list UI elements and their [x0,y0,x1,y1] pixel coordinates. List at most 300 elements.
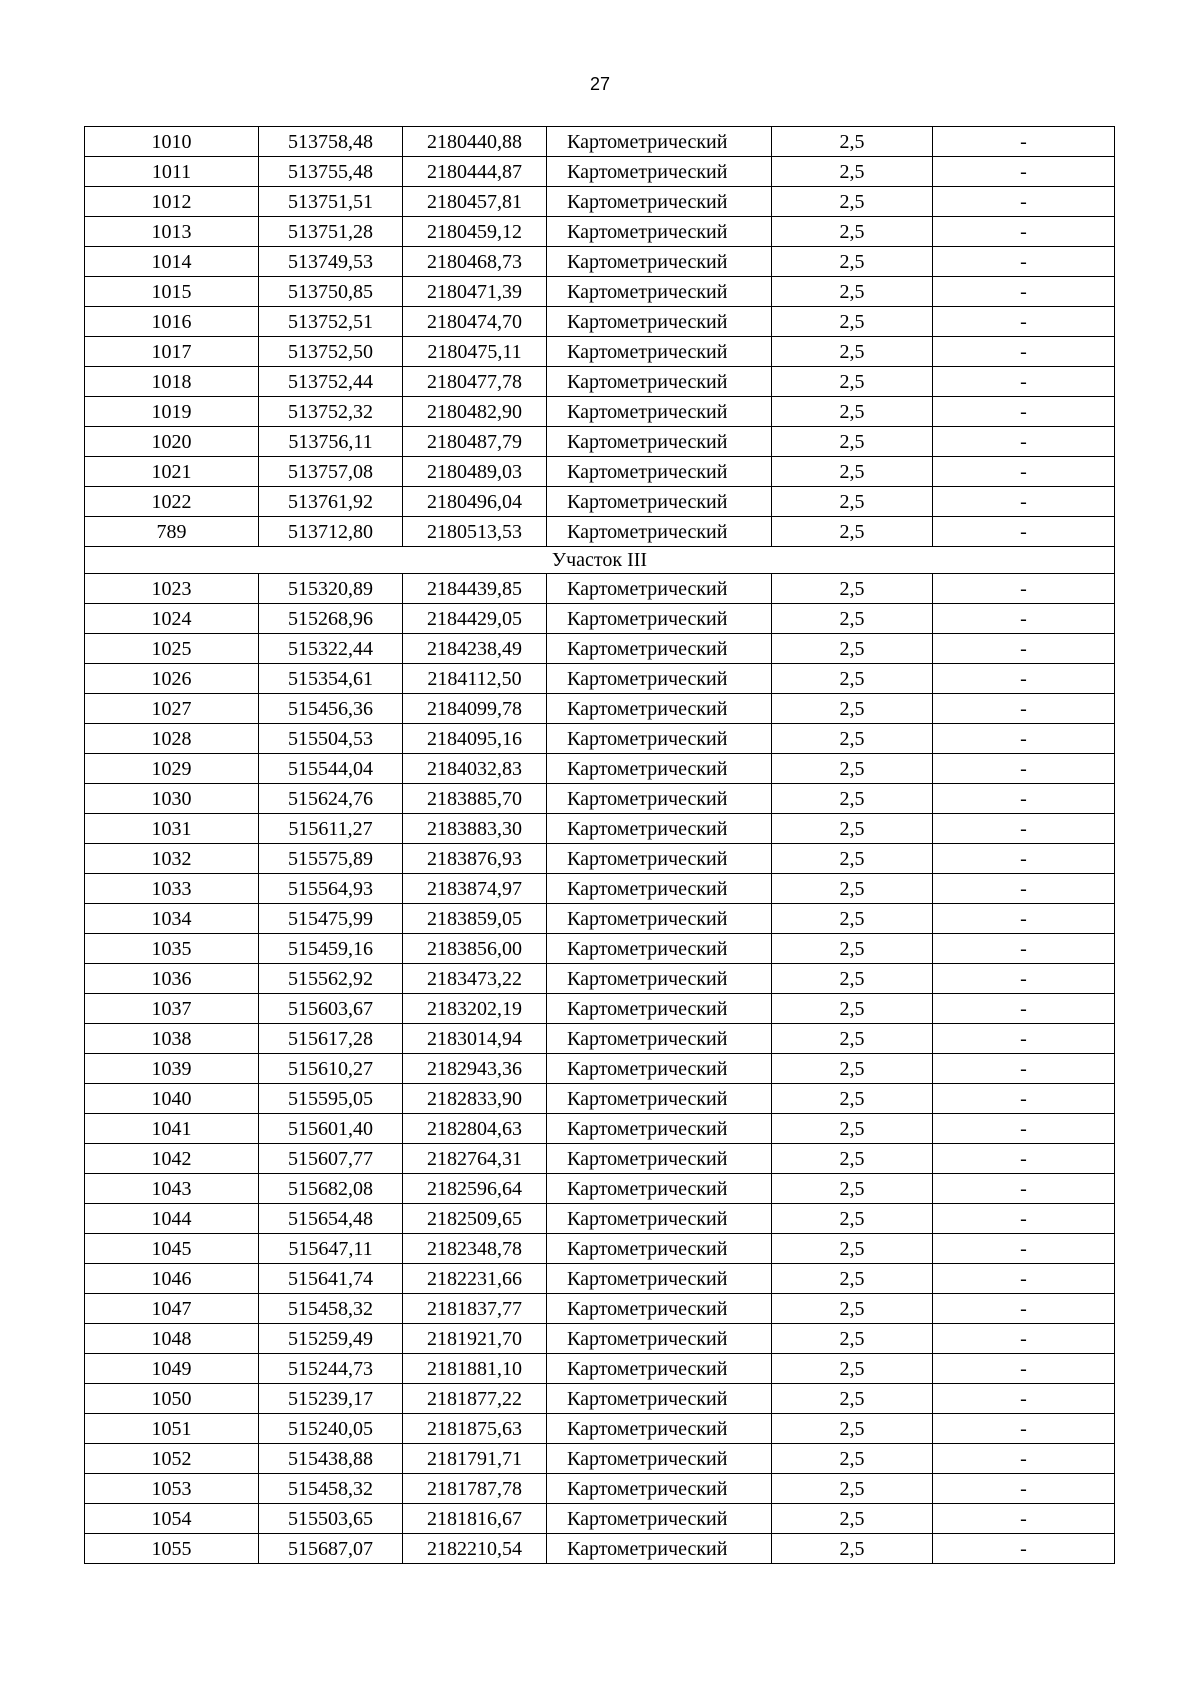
y-coordinate-cell: 2181877,22 [403,1384,547,1414]
x-coordinate-cell: 515240,05 [259,1414,403,1444]
point-number-cell: 1041 [85,1114,259,1144]
method-cell: Картометрический [547,724,772,754]
description-cell: - [933,517,1115,547]
x-coordinate-cell: 515459,16 [259,934,403,964]
point-number-cell: 1021 [85,457,259,487]
table-row [85,1474,1115,1504]
description-cell: - [933,1294,1115,1324]
y-coordinate-cell: 2181921,70 [403,1324,547,1354]
point-number-cell: 1045 [85,1234,259,1264]
method-cell: Картометрический [547,574,772,604]
table-row [85,277,1115,307]
table-row [85,814,1115,844]
table-row [85,187,1115,217]
point-number-cell: 1034 [85,904,259,934]
method-cell: Картометрический [547,157,772,187]
description-cell: - [933,1114,1115,1144]
accuracy-cell: 2,5 [772,1534,933,1564]
accuracy-cell: 2,5 [772,1474,933,1504]
point-number-cell: 1052 [85,1444,259,1474]
description-cell: - [933,337,1115,367]
accuracy-cell: 2,5 [772,664,933,694]
method-cell: Картометрический [547,1504,772,1534]
method-cell: Картометрический [547,1144,772,1174]
x-coordinate-cell: 513749,53 [259,247,403,277]
accuracy-cell: 2,5 [772,994,933,1024]
description-cell: - [933,1174,1115,1204]
table-row [85,1144,1115,1174]
x-coordinate-cell: 515682,08 [259,1174,403,1204]
table-row [85,1324,1115,1354]
method-cell: Картометрический [547,664,772,694]
table-row [85,1084,1115,1114]
description-cell: - [933,1354,1115,1384]
point-number-cell: 1023 [85,574,259,604]
y-coordinate-cell: 2180440,88 [403,127,547,157]
accuracy-cell: 2,5 [772,1024,933,1054]
description-cell: - [933,844,1115,874]
accuracy-cell: 2,5 [772,157,933,187]
y-coordinate-cell: 2184095,16 [403,724,547,754]
x-coordinate-cell: 515617,28 [259,1024,403,1054]
y-coordinate-cell: 2183859,05 [403,904,547,934]
x-coordinate-cell: 515610,27 [259,1054,403,1084]
point-number-cell: 1033 [85,874,259,904]
method-cell: Картометрический [547,247,772,277]
x-coordinate-cell: 515354,61 [259,664,403,694]
description-cell: - [933,127,1115,157]
method-cell: Картометрический [547,1354,772,1384]
y-coordinate-cell: 2180475,11 [403,337,547,367]
description-cell: - [933,994,1115,1024]
method-cell: Картометрический [547,1114,772,1144]
accuracy-cell: 2,5 [772,1054,933,1084]
x-coordinate-cell: 515259,49 [259,1324,403,1354]
y-coordinate-cell: 2182833,90 [403,1084,547,1114]
method-cell: Картометрический [547,814,772,844]
x-coordinate-cell: 515601,40 [259,1114,403,1144]
description-cell: - [933,1414,1115,1444]
x-coordinate-cell: 513758,48 [259,127,403,157]
point-number-cell: 1014 [85,247,259,277]
point-number-cell: 1020 [85,427,259,457]
x-coordinate-cell: 515244,73 [259,1354,403,1384]
x-coordinate-cell: 515456,36 [259,694,403,724]
accuracy-cell: 2,5 [772,1294,933,1324]
point-number-cell: 1016 [85,307,259,337]
x-coordinate-cell: 513750,85 [259,277,403,307]
accuracy-cell: 2,5 [772,754,933,784]
point-number-cell: 1031 [85,814,259,844]
table-row [85,1504,1115,1534]
y-coordinate-cell: 2180513,53 [403,517,547,547]
method-cell: Картометрический [547,754,772,784]
table-row [85,157,1115,187]
x-coordinate-cell: 515504,53 [259,724,403,754]
x-coordinate-cell: 513712,80 [259,517,403,547]
point-number-cell: 1025 [85,634,259,664]
x-coordinate-cell: 515322,44 [259,634,403,664]
table-row [85,694,1115,724]
y-coordinate-cell: 2183202,19 [403,994,547,1024]
table-section [85,547,1115,574]
description-cell: - [933,367,1115,397]
accuracy-cell: 2,5 [772,1504,933,1534]
y-coordinate-cell: 2180457,81 [403,187,547,217]
table-row [85,634,1115,664]
point-number-cell: 1048 [85,1324,259,1354]
accuracy-cell: 2,5 [772,187,933,217]
accuracy-cell: 2,5 [772,1444,933,1474]
y-coordinate-cell: 2182804,63 [403,1114,547,1144]
x-coordinate-cell: 515475,99 [259,904,403,934]
section-title: Участок III [85,547,1115,574]
method-cell: Картометрический [547,1204,772,1234]
description-cell: - [933,1144,1115,1174]
accuracy-cell: 2,5 [772,247,933,277]
point-number-cell: 1047 [85,1294,259,1324]
x-coordinate-cell: 515603,67 [259,994,403,1024]
x-coordinate-cell: 515687,07 [259,1534,403,1564]
point-number-cell: 1039 [85,1054,259,1084]
y-coordinate-cell: 2182509,65 [403,1204,547,1234]
accuracy-cell: 2,5 [772,1084,933,1114]
x-coordinate-cell: 513755,48 [259,157,403,187]
table-row [85,1114,1115,1144]
accuracy-cell: 2,5 [772,1174,933,1204]
method-cell: Картометрический [547,127,772,157]
method-cell: Картометрический [547,277,772,307]
y-coordinate-cell: 2180444,87 [403,157,547,187]
coordinates-table [84,126,1115,1564]
description-cell: - [933,1534,1115,1564]
x-coordinate-cell: 515624,76 [259,784,403,814]
accuracy-cell: 2,5 [772,427,933,457]
x-coordinate-cell: 515647,11 [259,1234,403,1264]
description-cell: - [933,1384,1115,1414]
description-cell: - [933,1024,1115,1054]
table-row [85,604,1115,634]
method-cell: Картометрический [547,1024,772,1054]
accuracy-cell: 2,5 [772,574,933,604]
accuracy-cell: 2,5 [772,1354,933,1384]
point-number-cell: 1015 [85,277,259,307]
x-coordinate-cell: 515239,17 [259,1384,403,1414]
x-coordinate-cell: 515595,05 [259,1084,403,1114]
table-row [85,904,1115,934]
y-coordinate-cell: 2184099,78 [403,694,547,724]
method-cell: Картометрический [547,994,772,1024]
method-cell: Картометрический [547,1384,772,1414]
description-cell: - [933,814,1115,844]
accuracy-cell: 2,5 [772,397,933,427]
point-number-cell: 1050 [85,1384,259,1414]
y-coordinate-cell: 2180474,70 [403,307,547,337]
point-number-cell: 1010 [85,127,259,157]
description-cell: - [933,1084,1115,1114]
description-cell: - [933,904,1115,934]
accuracy-cell: 2,5 [772,874,933,904]
point-number-cell: 1018 [85,367,259,397]
x-coordinate-cell: 513752,50 [259,337,403,367]
description-cell: - [933,247,1115,277]
x-coordinate-cell: 515607,77 [259,1144,403,1174]
point-number-cell: 1022 [85,487,259,517]
y-coordinate-cell: 2181791,71 [403,1444,547,1474]
x-coordinate-cell: 515562,92 [259,964,403,994]
point-number-cell: 1030 [85,784,259,814]
table-body-part2 [85,574,1115,1564]
description-cell: - [933,574,1115,604]
point-number-cell: 1042 [85,1144,259,1174]
point-number-cell: 1044 [85,1204,259,1234]
x-coordinate-cell: 515458,32 [259,1294,403,1324]
x-coordinate-cell: 515438,88 [259,1444,403,1474]
accuracy-cell: 2,5 [772,604,933,634]
description-cell: - [933,664,1115,694]
table-row [85,754,1115,784]
description-cell: - [933,604,1115,634]
method-cell: Картометрический [547,1054,772,1084]
x-coordinate-cell: 513756,11 [259,427,403,457]
table-row [85,487,1115,517]
description-cell: - [933,157,1115,187]
y-coordinate-cell: 2182943,36 [403,1054,547,1084]
accuracy-cell: 2,5 [772,1204,933,1234]
table-row [85,574,1115,604]
description-cell: - [933,427,1115,457]
point-number-cell: 1012 [85,187,259,217]
accuracy-cell: 2,5 [772,1144,933,1174]
accuracy-cell: 2,5 [772,517,933,547]
method-cell: Картометрический [547,1084,772,1114]
method-cell: Картометрический [547,934,772,964]
y-coordinate-cell: 2181875,63 [403,1414,547,1444]
x-coordinate-cell: 513757,08 [259,457,403,487]
y-coordinate-cell: 2184112,50 [403,664,547,694]
y-coordinate-cell: 2183473,22 [403,964,547,994]
method-cell: Картометрический [547,964,772,994]
y-coordinate-cell: 2180489,03 [403,457,547,487]
table-row [85,1294,1115,1324]
table-row [85,934,1115,964]
table-row [85,307,1115,337]
x-coordinate-cell: 513752,51 [259,307,403,337]
table-body-part1 [85,127,1115,547]
point-number-cell: 1054 [85,1504,259,1534]
point-number-cell: 1040 [85,1084,259,1114]
accuracy-cell: 2,5 [772,1324,933,1354]
method-cell: Картометрический [547,307,772,337]
table-row [85,1444,1115,1474]
page-number: 27 [589,74,611,94]
accuracy-cell: 2,5 [772,1414,933,1444]
y-coordinate-cell: 2184439,85 [403,574,547,604]
point-number-cell: 1026 [85,664,259,694]
description-cell: - [933,1264,1115,1294]
description-cell: - [933,934,1115,964]
x-coordinate-cell: 515611,27 [259,814,403,844]
method-cell: Картометрический [547,427,772,457]
table-row [85,397,1115,427]
accuracy-cell: 2,5 [772,337,933,367]
table-row [85,1174,1115,1204]
point-number-cell: 1019 [85,397,259,427]
accuracy-cell: 2,5 [772,367,933,397]
table-row [85,1354,1115,1384]
description-cell: - [933,1204,1115,1234]
point-number-cell: 1043 [85,1174,259,1204]
description-cell: - [933,694,1115,724]
table-row [85,784,1115,814]
x-coordinate-cell: 515575,89 [259,844,403,874]
table-row [85,247,1115,277]
point-number-cell: 1036 [85,964,259,994]
accuracy-cell: 2,5 [772,934,933,964]
method-cell: Картометрический [547,634,772,664]
accuracy-cell: 2,5 [772,904,933,934]
y-coordinate-cell: 2183014,94 [403,1024,547,1054]
method-cell: Картометрический [547,187,772,217]
method-cell: Картометрический [547,1174,772,1204]
y-coordinate-cell: 2182764,31 [403,1144,547,1174]
method-cell: Картометрический [547,784,772,814]
method-cell: Картометрический [547,1474,772,1504]
y-coordinate-cell: 2180468,73 [403,247,547,277]
table-row [85,427,1115,457]
method-cell: Картометрический [547,1444,772,1474]
point-number-cell: 1037 [85,994,259,1024]
description-cell: - [933,964,1115,994]
accuracy-cell: 2,5 [772,217,933,247]
y-coordinate-cell: 2181787,78 [403,1474,547,1504]
point-number-cell: 1046 [85,1264,259,1294]
x-coordinate-cell: 513752,44 [259,367,403,397]
accuracy-cell: 2,5 [772,127,933,157]
table-row [85,1534,1115,1564]
y-coordinate-cell: 2180471,39 [403,277,547,307]
y-coordinate-cell: 2182231,66 [403,1264,547,1294]
method-cell: Картометрический [547,367,772,397]
y-coordinate-cell: 2183883,30 [403,814,547,844]
description-cell: - [933,187,1115,217]
point-number-cell: 1055 [85,1534,259,1564]
method-cell: Картометрический [547,1324,772,1354]
x-coordinate-cell: 515654,48 [259,1204,403,1234]
method-cell: Картометрический [547,694,772,724]
point-number-cell: 1017 [85,337,259,367]
method-cell: Картометрический [547,1234,772,1264]
table-row [85,1024,1115,1054]
x-coordinate-cell: 515268,96 [259,604,403,634]
accuracy-cell: 2,5 [772,277,933,307]
accuracy-cell: 2,5 [772,1234,933,1264]
y-coordinate-cell: 2184238,49 [403,634,547,664]
accuracy-cell: 2,5 [772,694,933,724]
x-coordinate-cell: 515458,32 [259,1474,403,1504]
accuracy-cell: 2,5 [772,964,933,994]
description-cell: - [933,754,1115,784]
accuracy-cell: 2,5 [772,814,933,844]
y-coordinate-cell: 2180496,04 [403,487,547,517]
table-row [85,367,1115,397]
point-number-cell: 1038 [85,1024,259,1054]
table-row [85,217,1115,247]
point-number-cell: 1035 [85,934,259,964]
y-coordinate-cell: 2180477,78 [403,367,547,397]
point-number-cell: 1028 [85,724,259,754]
description-cell: - [933,874,1115,904]
description-cell: - [933,1324,1115,1354]
table-row [85,874,1115,904]
table-row [85,1204,1115,1234]
x-coordinate-cell: 515544,04 [259,754,403,784]
method-cell: Картометрический [547,1294,772,1324]
method-cell: Картометрический [547,337,772,367]
point-number-cell: 1024 [85,604,259,634]
y-coordinate-cell: 2181816,67 [403,1504,547,1534]
y-coordinate-cell: 2184429,05 [403,604,547,634]
method-cell: Картометрический [547,1534,772,1564]
x-coordinate-cell: 515641,74 [259,1264,403,1294]
y-coordinate-cell: 2183874,97 [403,874,547,904]
table-row [85,1054,1115,1084]
accuracy-cell: 2,5 [772,634,933,664]
description-cell: - [933,1504,1115,1534]
description-cell: - [933,1474,1115,1504]
table-row [85,457,1115,487]
x-coordinate-cell: 515503,65 [259,1504,403,1534]
table-row [85,1234,1115,1264]
method-cell: Картометрический [547,457,772,487]
table-row [85,517,1115,547]
x-coordinate-cell: 513751,51 [259,187,403,217]
method-cell: Картометрический [547,517,772,547]
description-cell: - [933,307,1115,337]
point-number-cell: 1053 [85,1474,259,1504]
method-cell: Картометрический [547,604,772,634]
accuracy-cell: 2,5 [772,457,933,487]
point-number-cell: 1051 [85,1414,259,1444]
accuracy-cell: 2,5 [772,487,933,517]
point-number-cell: 1029 [85,754,259,784]
method-cell: Картометрический [547,904,772,934]
y-coordinate-cell: 2182348,78 [403,1234,547,1264]
table-row [85,724,1115,754]
description-cell: - [933,277,1115,307]
table-row [85,1264,1115,1294]
x-coordinate-cell: 513751,28 [259,217,403,247]
x-coordinate-cell: 515320,89 [259,574,403,604]
point-number-cell: 1049 [85,1354,259,1384]
accuracy-cell: 2,5 [772,1384,933,1414]
description-cell: - [933,724,1115,754]
point-number-cell: 1011 [85,157,259,187]
x-coordinate-cell: 513761,92 [259,487,403,517]
description-cell: - [933,217,1115,247]
accuracy-cell: 2,5 [772,307,933,337]
accuracy-cell: 2,5 [772,1114,933,1144]
y-coordinate-cell: 2180487,79 [403,427,547,457]
x-coordinate-cell: 515564,93 [259,874,403,904]
point-number-cell: 789 [85,517,259,547]
x-coordinate-cell: 513752,32 [259,397,403,427]
table-row [85,844,1115,874]
description-cell: - [933,1234,1115,1264]
accuracy-cell: 2,5 [772,844,933,874]
section-header-row [85,547,1115,574]
description-cell: - [933,784,1115,814]
